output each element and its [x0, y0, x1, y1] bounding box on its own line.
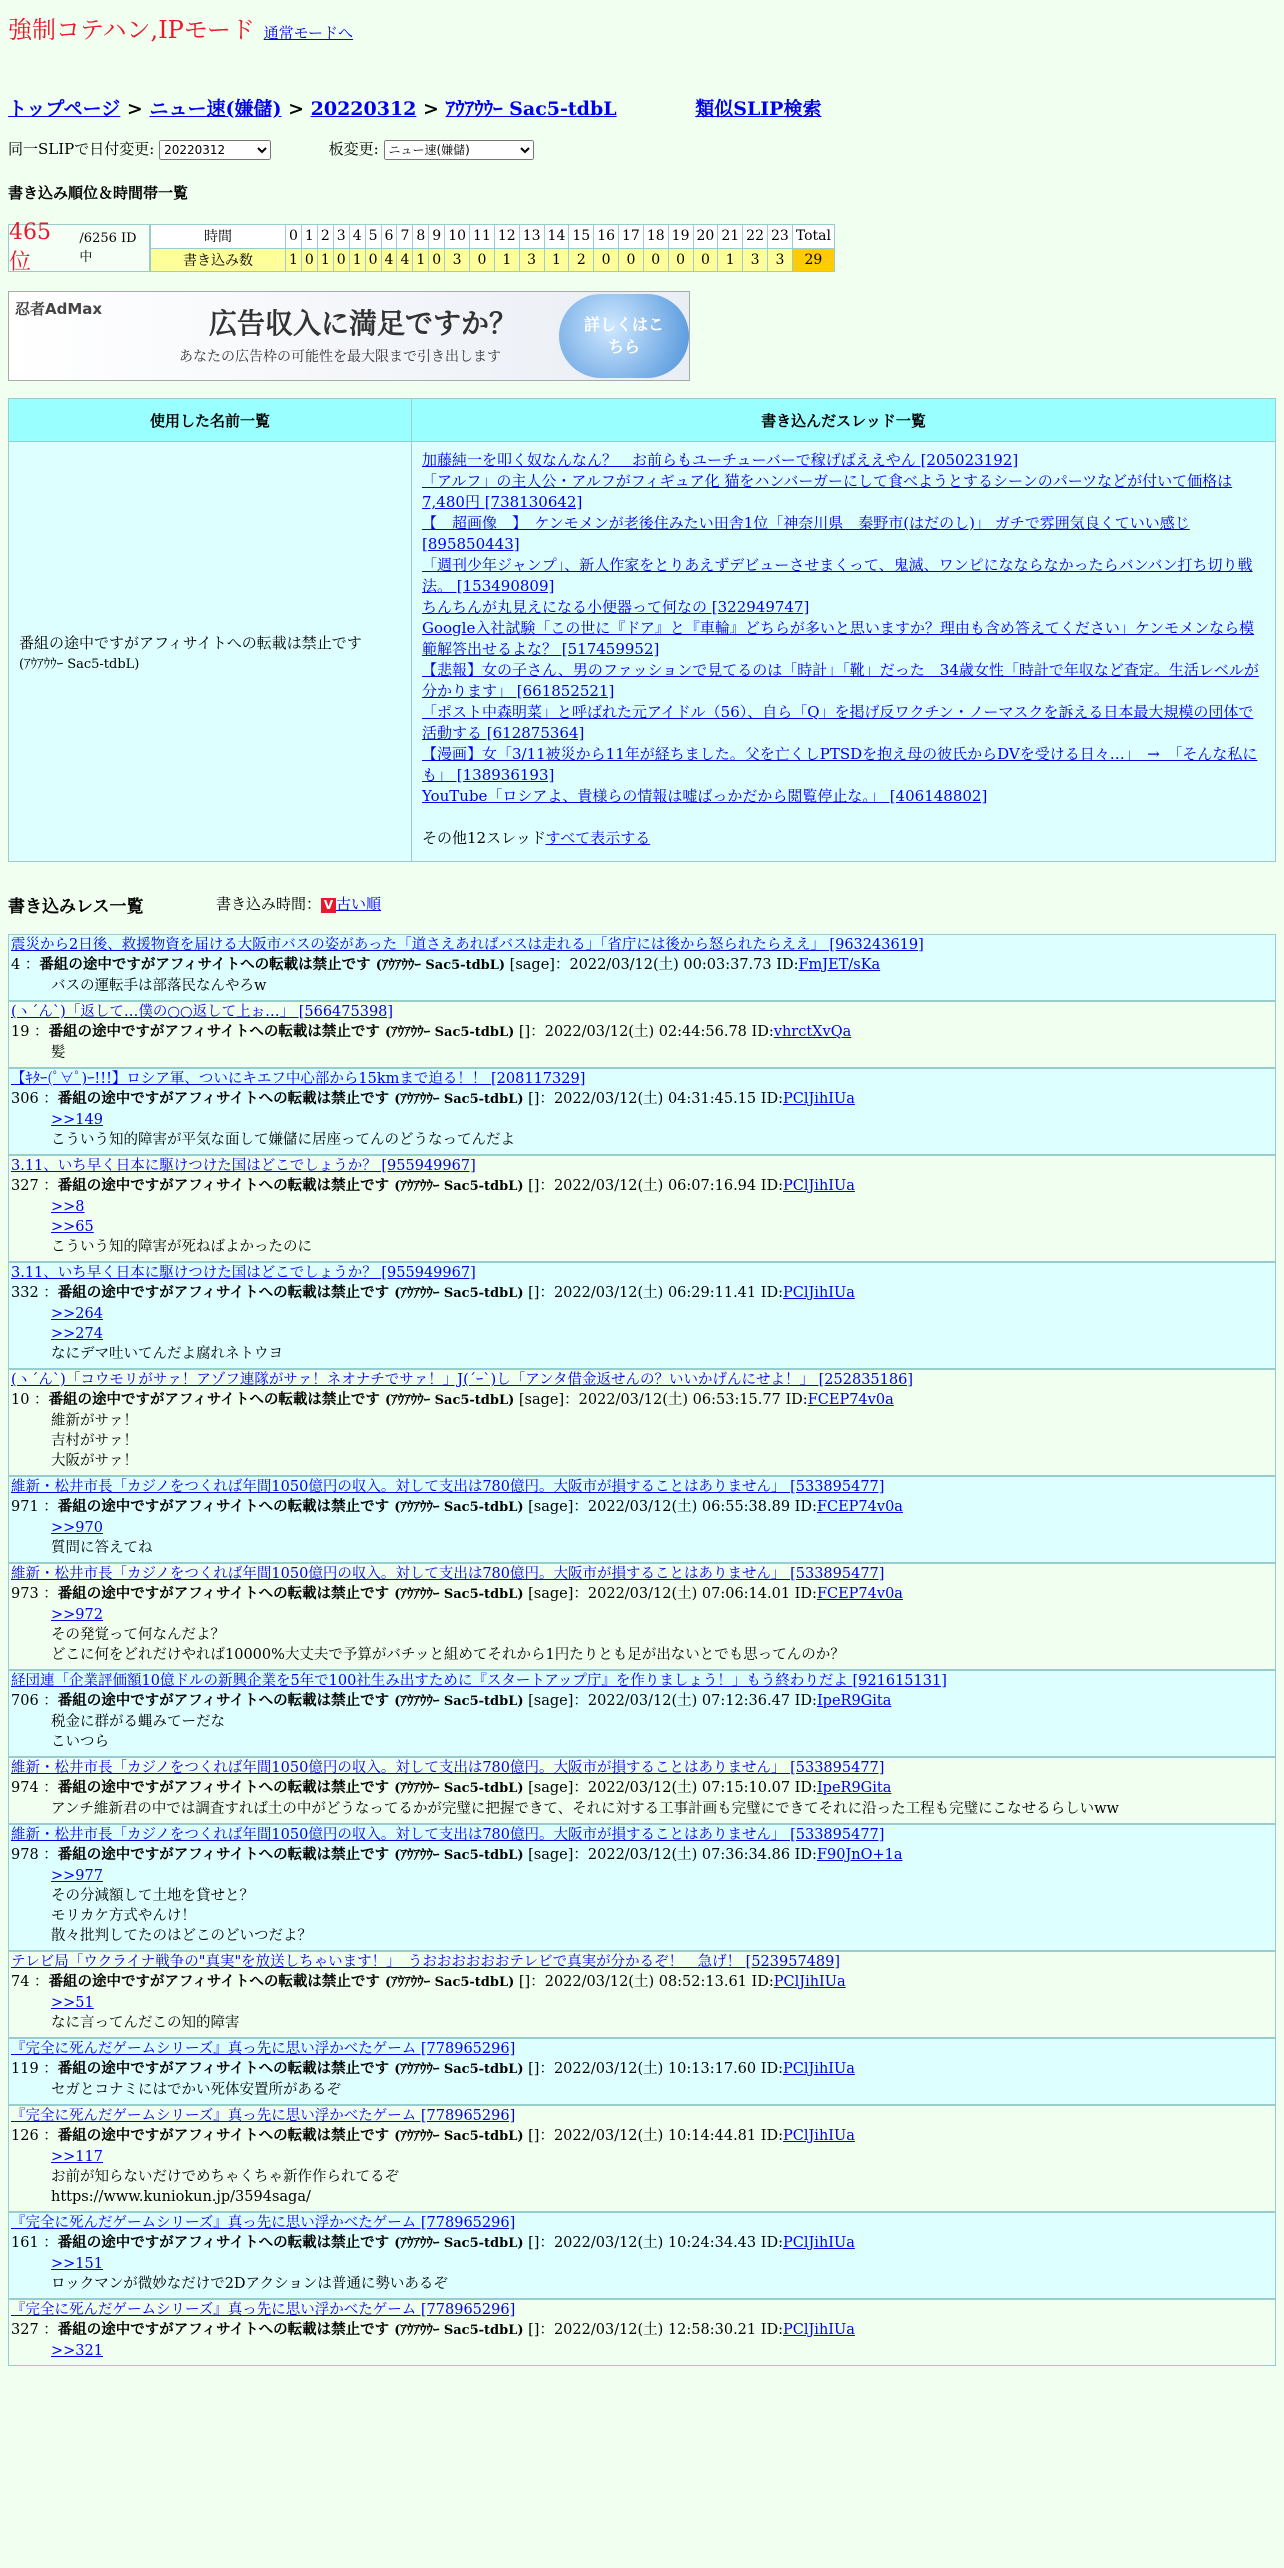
- thread-link[interactable]: 【 超画像 】 ケンモメンが老後住みたい田舎1位「神奈川県 秦野市(はだのし)」 ガチで雰囲気良くていい感じ [895850443]: [422, 514, 1190, 553]
- hour-cell: 16: [594, 225, 619, 249]
- post-text-line: どこに何をどれだけやれば10000%大丈夫で予算がバチッと組めてそれから1円たりとも足が出ないとでも思ってんのか？: [51, 1647, 845, 1663]
- post-thread-link[interactable]: 維新・松井市長「カジノをつくれば年間1050億円の収入。対して支出は780億円。大阪市が損することはありません」 [533895477]: [11, 1827, 885, 1843]
- hour-count-cell: 0: [643, 248, 668, 272]
- hour-cell: 17: [619, 225, 644, 249]
- post-body: [11, 1518, 1275, 1558]
- hour-count-cell: 29: [792, 248, 834, 272]
- post-header: 10 ：番組の途中ですがアフィサイトへの転載は禁止です (ｱｳｱｳｳｰ Sac5-tdbL) [sage]：2022/03/12(土) 06:53:15.77 ID:FCEP74v0a: [11, 1391, 894, 1408]
- hour-cell: Total: [792, 225, 834, 249]
- post-mail: [sage]: [528, 1847, 574, 1863]
- post-header: 974 ：番組の途中ですがアフィサイトへの転載は禁止です (ｱｳｱｳｳｰ Sac5-tdbL) [sage]：2022/03/12(土) 07:15:10.07 ID:IpeR9Gita: [11, 1779, 892, 1796]
- post-mail: []: [528, 1178, 540, 1194]
- post-body: [11, 2341, 1275, 2361]
- post-number: 74: [11, 1974, 30, 1990]
- hour-count-cell: 4: [397, 248, 413, 272]
- post-author: 番組の途中ですがアフィサイトへの転載は禁止です (ｱｳｱｳｳｰ Sac5-tdbL): [39, 956, 506, 973]
- post-header: 74 ：番組の途中ですがアフィサイトへの転載は禁止です (ｱｳｱｳｳｰ Sac5-tdbL) []：2022/03/12(土) 08:52:13.61 ID:PClJihIUa: [11, 1973, 846, 1990]
- time-label: 時間: [151, 225, 286, 249]
- post-text-line: 吉村がサァ！: [51, 1433, 138, 1449]
- post-item: [8, 1155, 1276, 1262]
- post-item: [8, 1670, 1276, 1757]
- hour-cell: 11: [470, 225, 495, 249]
- post-item: [8, 1476, 1276, 1563]
- rank-total: /6256 ID中: [79, 231, 137, 265]
- post-number: 119: [11, 2061, 39, 2077]
- post-body: [11, 1304, 1275, 1364]
- hour-cell: 3: [333, 225, 349, 249]
- post-mail: [sage]: [518, 1392, 565, 1408]
- post-header: 332 ：番組の途中ですがアフィサイトへの転載は禁止です (ｱｳｱｳｳｰ Sac5-tdbL) []：2022/03/12(土) 06:29:11.41 ID:PClJihIUa: [11, 1284, 855, 1301]
- post-author: 番組の途中ですがアフィサイトへの転載は禁止です (ｱｳｱｳｳｰ Sac5-tdbL): [57, 2321, 524, 2338]
- post-thread-link[interactable]: テレビ局「ウクライナ戦争の"真実"を放送しちゃいます！」 うおおおおおおテレビで真実が分かるぞ！ 急げ！ [523957489]: [11, 1954, 841, 1970]
- hour-count-cell: 1: [317, 248, 333, 272]
- post-id-link[interactable]: PClJihIUa: [773, 1974, 846, 1990]
- post-mail: [sage]: [509, 957, 555, 973]
- post-number: 332: [11, 1285, 39, 1301]
- post-text-line: 大阪がサァ！: [51, 1453, 138, 1469]
- hour-count-cell: 3: [519, 248, 544, 272]
- breadcrumb-top[interactable]: トップページ: [8, 98, 121, 120]
- post-author: 番組の途中ですがアフィサイトへの転載は禁止です (ｱｳｱｳｳｰ Sac5-tdbL): [57, 1846, 524, 1863]
- hour-count-cell: 1: [349, 248, 365, 272]
- post-body: [11, 2254, 1275, 2294]
- hour-cell: 10: [445, 225, 470, 249]
- post-header: 161 ：番組の途中ですがアフィサイトへの転載は禁止です (ｱｳｱｳｳｰ Sac5-tdbL) []：2022/03/12(土) 10:24:34.43 ID:PClJihIUa: [11, 2234, 855, 2251]
- thread-link[interactable]: 【悲報】女の子さん、男のファッションで見てるのは「時計」「靴」だった 34歳女性「時計で年収など査定。生活レベルが分かります」 [661852521]: [422, 661, 1259, 700]
- breadcrumb: トップページ > ニュー速(嫌儲) > 20220312 > ｱｳｱｳｳｰ Sac5-tdbL 類似SLIP検索: [8, 98, 822, 120]
- names-column-header: 使用した名前一覧: [9, 399, 412, 442]
- post-author: 番組の途中ですがアフィサイトへの転載は禁止です (ｱｳｱｳｳｰ Sac5-tdbL): [57, 1284, 524, 1301]
- post-id-link[interactable]: PClJihIUa: [783, 2322, 855, 2338]
- used-name: 番組の途中ですがアフィサイトへの転載は禁止です: [19, 633, 362, 652]
- post-thread-link[interactable]: 経団連「企業評価額10億ドルの新興企業を5年で100社生み出すために『スタートアップ庁』を作りましょう！」もう終わりだよ [921615131]: [11, 1673, 947, 1689]
- hour-cell: 22: [743, 225, 768, 249]
- post-item: [8, 2105, 1276, 2212]
- reply-anchor-link[interactable]: >>117: [51, 2149, 103, 2165]
- post-body: [11, 1605, 1275, 1665]
- thread-link[interactable]: 「週刊少年ジャンプ」、新人作家をとりあえずデビューさせまくって、鬼滅、ワンピになならなかったらバンバン打ち切り戦法。 [153490809]: [422, 556, 1253, 595]
- post-id-link[interactable]: PClJihIUa: [783, 1091, 855, 1107]
- thread-link[interactable]: ちんちんが丸見えになる小便器って何なの [322949747]: [422, 598, 810, 616]
- post-number: 126: [11, 2128, 39, 2144]
- post-mail: []: [528, 2061, 540, 2077]
- post-date: 2022/03/12(土) 00:03:37.73: [569, 957, 772, 973]
- post-text-line: なに言ってんだこの知的障害: [51, 2015, 240, 2031]
- post-id-link[interactable]: FCEP74v0a: [816, 1499, 903, 1515]
- post-date: 2022/03/12(土) 10:24:34.43: [553, 2235, 757, 2251]
- reply-anchor-link[interactable]: >>972: [51, 1607, 103, 1623]
- hour-cell: 0: [286, 225, 302, 249]
- post-date: 2022/03/12(土) 04:31:45.15: [553, 1091, 757, 1107]
- post-number: 19: [11, 1024, 30, 1040]
- post-body: [11, 1197, 1275, 1257]
- post-item: [8, 1824, 1276, 1951]
- post-item: [8, 2038, 1276, 2105]
- post-author: 番組の途中ですがアフィサイトへの転載は禁止です (ｱｳｱｳｳｰ Sac5-tdbL): [48, 1973, 515, 1990]
- thread-link[interactable]: 加藤純一を叩く奴なんなん？ お前らもユーチューバーで稼げばええやん [205023192]: [422, 451, 1019, 469]
- post-id-link[interactable]: FCEP74v0a: [816, 1586, 903, 1602]
- post-text-line: 散々批判してたのはどこのどいつだよ？: [51, 1928, 312, 1944]
- reply-anchor-link[interactable]: >>264: [51, 1306, 103, 1322]
- post-text-line: バスの運転手は部落民なんやろw: [51, 978, 267, 994]
- breadcrumb-slip[interactable]: ｱｳｱｳｳｰ Sac5-tdbL: [445, 98, 617, 120]
- post-item: [8, 2212, 1276, 2299]
- post-id-link[interactable]: PClJihIUa: [783, 1178, 855, 1194]
- hour-cell: 5: [365, 225, 381, 249]
- hour-count-cell: 0: [470, 248, 495, 272]
- hour-cell: 14: [544, 225, 569, 249]
- post-text-line: 維新がサァ！: [51, 1413, 138, 1429]
- post-id-link[interactable]: PClJihIUa: [783, 2061, 855, 2077]
- hour-cell: 4: [349, 225, 365, 249]
- hour-count-cell: 1: [494, 248, 519, 272]
- hour-cell: 19: [668, 225, 693, 249]
- post-id-link[interactable]: F90JnO+1a: [816, 1847, 903, 1863]
- order-control: [216, 893, 381, 914]
- post-header: 119 ：番組の途中ですがアフィサイトへの転載は禁止です (ｱｳｱｳｳｰ Sac5-tdbL) []：2022/03/12(土) 10:13:17.60 ID:PClJihIUa: [11, 2060, 855, 2077]
- post-id-link[interactable]: vhrctXvQa: [773, 1024, 852, 1040]
- post-header: 327 ：番組の途中ですがアフィサイトへの転載は禁止です (ｱｳｱｳｳｰ Sac5-tdbL) []：2022/03/12(土) 12:58:30.21 ID:PClJihIUa: [11, 2321, 855, 2338]
- page-header: [8, 10, 353, 45]
- post-date: 2022/03/12(土) 06:53:15.77: [578, 1392, 781, 1408]
- post-author: 番組の途中ですがアフィサイトへの転載は禁止です (ｱｳｱｳｳｰ Sac5-tdbL): [57, 1585, 524, 1602]
- post-number: 327: [11, 1178, 39, 1194]
- reply-anchor-link[interactable]: >>149: [51, 1112, 103, 1128]
- thread-link[interactable]: Google入社試験「この世に『ドア』と『車輪』どちらが多いと思いますか？理由も含め答えてください」ケンモメンなら模範解答出せるよな？ [517459952]: [422, 619, 1255, 658]
- post-item: [8, 934, 1276, 1001]
- post-body: [11, 1866, 1275, 1946]
- hour-cell: 20: [693, 225, 718, 249]
- breadcrumb-date[interactable]: 20220312: [310, 98, 417, 120]
- post-author: 番組の途中ですがアフィサイトへの転載は禁止です (ｱｳｱｳｳｰ Sac5-tdbL): [48, 1391, 515, 1408]
- post-text-line: モリカケ方式やんけ！: [51, 1908, 196, 1924]
- hour-count-cell: 3: [445, 248, 470, 272]
- post-header: 973 ：番組の途中ですがアフィサイトへの転載は禁止です (ｱｳｱｳｳｰ Sac5-tdbL) [sage]：2022/03/12(土) 07:06:14.01 ID:FCEP74v0a: [11, 1585, 903, 1602]
- hour-count-cell: 0: [333, 248, 349, 272]
- more-threads: その他12スレッドすべて表示する: [422, 829, 651, 847]
- post-text-line: 税金に群がる蝿みてーだな: [51, 1714, 225, 1730]
- post-id-link[interactable]: IpeR9Gita: [816, 1780, 892, 1796]
- thread-link[interactable]: 「アルフ」の主人公・アルフがフィギュア化 猫をハンバーガーにして食べようとするシーンのパーツなどが付いて価格は7,480円 [738130642]: [422, 472, 1233, 511]
- post-mail: []: [518, 1974, 531, 1990]
- hour-count-cell: 4: [381, 248, 397, 272]
- post-item: [8, 1369, 1276, 1476]
- thread-link[interactable]: 【漫画】女「3/11被災から11年が経ちました。父を亡くしPTSDを抱え母の彼氏からDVを受ける日々…」 → 「そんな私にも」 [138936193]: [422, 745, 1258, 784]
- post-date: 2022/03/12(土) 06:29:11.41: [553, 1285, 757, 1301]
- post-author: 番組の途中ですがアフィサイトへの転載は禁止です (ｱｳｱｳｳｰ Sac5-tdbL): [57, 1779, 524, 1796]
- hour-count-cell: 0: [301, 248, 317, 272]
- hour-count-cell: 1: [413, 248, 429, 272]
- post-date: 2022/03/12(土) 07:12:36.47: [587, 1693, 791, 1709]
- post-date: 2022/03/12(土) 10:14:44.81: [553, 2128, 757, 2144]
- post-item: [8, 2299, 1276, 2366]
- hour-cell: 7: [397, 225, 413, 249]
- hour-cell: 21: [718, 225, 743, 249]
- reply-anchor-link[interactable]: >>970: [51, 1520, 103, 1536]
- thread-link[interactable]: 「ポスト中森明菜」と呼ばれた元アイドル（56）、自ら「Q」を掲げ反ワクチン・ノーマスクを訴える日本最大規模の団体で活動する [612875364]: [422, 703, 1254, 742]
- threads-column-header: 書き込んだスレッド一覧: [412, 399, 1276, 442]
- post-number: 161: [11, 2235, 39, 2251]
- post-number: 973: [11, 1586, 39, 1602]
- post-header: 4 ：番組の途中ですがアフィサイトへの転載は禁止です (ｱｳｱｳｳｰ Sac5-tdbL) [sage]：2022/03/12(土) 00:03:37.73 ID:FmJET/sKa: [11, 956, 881, 973]
- post-header: 978 ：番組の途中ですがアフィサイトへの転載は禁止です (ｱｳｱｳｳｰ Sac5-tdbL) [sage]：2022/03/12(土) 07:36:34.86 ID:F90JnO+1a: [11, 1846, 903, 1863]
- hour-cell: 13: [519, 225, 544, 249]
- order-label: 書き込み時間：: [216, 895, 322, 913]
- post-body: [11, 976, 1275, 996]
- show-all-threads-link[interactable]: すべて表示する: [545, 829, 651, 847]
- rank-box: [8, 220, 150, 275]
- ad-headline: 広告収入に満足ですか？: [209, 307, 518, 340]
- date-change-label: 同一SLIPで日付変更:: [8, 140, 155, 158]
- board-select[interactable]: [384, 140, 534, 160]
- hour-count-cell: 3: [767, 248, 792, 272]
- hour-count-cell: 0: [429, 248, 445, 272]
- breadcrumb-board[interactable]: ニュー速(嫌儲): [149, 98, 282, 120]
- rank-section: [8, 220, 835, 275]
- post-header: 327 ：番組の途中ですがアフィサイトへの転載は禁止です (ｱｳｱｳｳｰ Sac5-tdbL) []：2022/03/12(土) 06:07:16.94 ID:PClJihIUa: [11, 1177, 855, 1194]
- post-number: 978: [11, 1847, 39, 1863]
- hour-cell: 9: [429, 225, 445, 249]
- post-number: 306: [11, 1091, 39, 1107]
- post-id-link[interactable]: FmJET/sKa: [798, 957, 881, 973]
- post-author: 番組の途中ですがアフィサイトへの転載は禁止です (ｱｳｱｳｳｰ Sac5-tdbL): [48, 1023, 515, 1040]
- selector-row: [8, 138, 534, 160]
- post-author: 番組の途中ですがアフィサイトへの転載は禁止です (ｱｳｱｳｳｰ Sac5-tdbL): [57, 2127, 524, 2144]
- hour-count-cell: 0: [619, 248, 644, 272]
- post-list: [8, 934, 1276, 2366]
- post-thread-link[interactable]: (ヽ´ん`)「返して…僕の○○返して上ぉ…」 [566475398]: [11, 1004, 394, 1020]
- post-body: [11, 2080, 1275, 2100]
- post-text-line: セガとコナミにはでかい死体安置所があるぞ: [51, 2082, 341, 2098]
- board-change-label: 板変更:: [328, 140, 379, 158]
- ad-banner[interactable]: [8, 291, 690, 381]
- post-date: 2022/03/12(土) 02:44:56.78: [544, 1024, 747, 1040]
- post-author: 番組の途中ですがアフィサイトへの転載は禁止です (ｱｳｱｳｳｰ Sac5-tdbL): [57, 1090, 524, 1107]
- post-date: 2022/03/12(土) 12:58:30.21: [553, 2322, 757, 2338]
- post-text-line: その発覚って何なんだよ？: [51, 1627, 225, 1643]
- post-number: 974: [11, 1780, 39, 1796]
- post-date: 2022/03/12(土) 07:06:14.01: [587, 1586, 791, 1602]
- post-header: 19 ：番組の途中ですがアフィサイトへの転載は禁止です (ｱｳｱｳｳｰ Sac5-tdbL) []：2022/03/12(土) 02:44:56.78 ID:vhrctXvQa: [11, 1023, 852, 1040]
- date-select[interactable]: [159, 140, 271, 160]
- post-text-line: アンチ維新君の中では調査すれば土の中がどうなってるかが完璧に把握できて、それに対する工事計画も完璧にできてそれに沿った工程も完璧にこなせるらしいww: [51, 1801, 1119, 1817]
- posts-heading: 書き込みレス一覧: [8, 897, 144, 917]
- post-item: [8, 1262, 1276, 1369]
- post-text-line: https://www.kuniokun.jp/3594saga/: [51, 2189, 311, 2205]
- post-thread-link[interactable]: 『完全に死んだゲームシリーズ』真っ先に思い浮かべたゲーム [778965296]: [11, 2215, 516, 2231]
- post-mail: [sage]: [528, 1693, 574, 1709]
- post-mail: []: [528, 2322, 540, 2338]
- oldest-first-link[interactable]: 古い順: [336, 895, 382, 913]
- post-number: 10: [11, 1392, 30, 1408]
- thread-link[interactable]: YouTube「ロシアよ、貴様らの情報は嘘ばっかだから閲覧停止な。」 [406148802]: [422, 787, 988, 805]
- post-id-link[interactable]: PClJihIUa: [783, 2128, 855, 2144]
- thread-list-cell: [412, 442, 1276, 862]
- count-label: 書き込み数: [151, 248, 286, 272]
- post-mail: []: [528, 1285, 540, 1301]
- post-body: [11, 1411, 1275, 1471]
- post-text-line: こいつら: [51, 1734, 109, 1750]
- used-name-trip: (ｱｳｱｳｳｰ Sac5-tdbL): [19, 656, 140, 672]
- post-thread-link[interactable]: 維新・松井市長「カジノをつくれば年間1050億円の収入。対して支出は780億円。大阪市が損することはありません」 [533895477]: [11, 1760, 885, 1776]
- post-text-line: 質問に答えてね: [51, 1540, 153, 1556]
- post-id-link[interactable]: IpeR9Gita: [816, 1693, 892, 1709]
- reply-anchor-link[interactable]: >>321: [51, 2343, 103, 2359]
- hour-cell: 15: [569, 225, 594, 249]
- post-text-line: なにデマ吐いてんだよ腐れネトウヨ: [51, 1346, 283, 1362]
- post-header: 971 ：番組の途中ですがアフィサイトへの転載は禁止です (ｱｳｱｳｳｰ Sac5-tdbL) [sage]：2022/03/12(土) 06:55:38.89 ID:FCEP74v0a: [11, 1498, 903, 1515]
- post-body: [11, 2147, 1275, 2207]
- post-header: 126 ：番組の途中ですがアフィサイトへの転載は禁止です (ｱｳｱｳｳｰ Sac5-tdbL) []：2022/03/12(土) 10:14:44.81 ID:PClJihIUa: [11, 2127, 855, 2144]
- post-text-line: こういう知的障害が平気な面して嫌儲に居座ってんのどうなってんだよ: [51, 1132, 515, 1148]
- post-mail: [sage]: [528, 1499, 574, 1515]
- hour-count-cell: 0: [693, 248, 718, 272]
- post-thread-link[interactable]: 維新・松井市長「カジノをつくれば年間1050億円の収入。対して支出は780億円。大阪市が損することはありません」 [533895477]: [11, 1566, 885, 1582]
- reply-anchor-link[interactable]: >>65: [51, 1219, 94, 1235]
- page-title: 強制コテハン,IPモード: [8, 16, 255, 44]
- reply-anchor-link[interactable]: >>274: [51, 1326, 103, 1342]
- hour-count-cell: 3: [743, 248, 768, 272]
- hour-count-cell: 0: [668, 248, 693, 272]
- hour-cell: 18: [643, 225, 668, 249]
- post-mail: []: [528, 2235, 540, 2251]
- hour-count-cell: 1: [718, 248, 743, 272]
- hour-cell: 23: [767, 225, 792, 249]
- post-body: [11, 1110, 1275, 1150]
- post-author: 番組の途中ですがアフィサイトへの転載は禁止です (ｱｳｱｳｳｰ Sac5-tdbL): [57, 1177, 524, 1194]
- post-thread-link[interactable]: 3.11、いち早く日本に駆けつけた国はどこでしょうか？ [955949967]: [11, 1158, 476, 1174]
- post-number: 706: [11, 1693, 39, 1709]
- thread-list: [422, 450, 1265, 807]
- post-item: [8, 1951, 1276, 2038]
- hour-count-cell: 1: [286, 248, 302, 272]
- post-text-line: 髪: [51, 1045, 66, 1061]
- post-body: [11, 1799, 1275, 1819]
- post-thread-link[interactable]: 震災から2日後、救援物資を届ける大阪市バスの姿があった「道さえあればバスは走れる」「省庁には後から怒られたらええ」 [963243619]: [11, 937, 924, 953]
- post-thread-link[interactable]: 『完全に死んだゲームシリーズ』真っ先に思い浮かべたゲーム [778965296]: [11, 2108, 516, 2124]
- post-mail: []: [518, 1024, 531, 1040]
- names-threads-table: [8, 398, 1276, 862]
- post-date: 2022/03/12(土) 06:55:38.89: [587, 1499, 791, 1515]
- rank-heading: 書き込み順位＆時間帯一覧: [8, 184, 189, 202]
- post-thread-link[interactable]: 維新・松井市長「カジノをつくれば年間1050億円の収入。対して支出は780億円。大阪市が損することはありません」 [533895477]: [11, 1479, 885, 1495]
- similar-slip-search-link[interactable]: 類似SLIP検索: [695, 98, 822, 120]
- post-date: 2022/03/12(土) 10:13:17.60: [553, 2061, 757, 2077]
- post-item: [8, 1068, 1276, 1155]
- post-date: 2022/03/12(土) 07:15:10.07: [587, 1780, 791, 1796]
- post-id-link[interactable]: FCEP74v0a: [807, 1392, 894, 1408]
- hour-cell: 1: [301, 225, 317, 249]
- reply-anchor-link[interactable]: >>8: [51, 1199, 85, 1215]
- post-header: 706 ：番組の途中ですがアフィサイトへの転載は禁止です (ｱｳｱｳｳｰ Sac5-tdbL) [sage]：2022/03/12(土) 07:12:36.47 ID:IpeR9Gita: [11, 1692, 892, 1709]
- post-mail: [sage]: [528, 1586, 574, 1602]
- post-body: [11, 1712, 1275, 1752]
- post-item: [8, 1001, 1276, 1068]
- post-thread-link[interactable]: 『完全に死んだゲームシリーズ』真っ先に思い浮かべたゲーム [778965296]: [11, 2041, 516, 2057]
- post-number: 971: [11, 1499, 39, 1515]
- post-date: 2022/03/12(土) 06:07:16.94: [553, 1178, 757, 1194]
- ad-subtext: あなたの広告枠の可能性を最大限まで引き出します: [179, 349, 501, 365]
- post-header: 306 ：番組の途中ですがアフィサイトへの転載は禁止です (ｱｳｱｳｳｰ Sac5-tdbL) []：2022/03/12(土) 04:31:45.15 ID:PClJihIUa: [11, 1090, 855, 1107]
- post-mail: []: [528, 1091, 540, 1107]
- hour-count-cell: 1: [544, 248, 569, 272]
- reply-anchor-link[interactable]: >>977: [51, 1868, 103, 1884]
- ad-details-button[interactable]: 詳しくはこちら: [559, 294, 689, 378]
- post-author: 番組の途中ですがアフィサイトへの転載は禁止です (ｱｳｱｳｳｰ Sac5-tdbL): [57, 2234, 524, 2251]
- rank-value: 465 位: [9, 220, 51, 275]
- post-author: 番組の途中ですがアフィサイトへの転載は禁止です (ｱｳｱｳｳｰ Sac5-tdbL): [57, 2060, 524, 2077]
- post-text-line: ロックマンが微妙なだけで2Dアクションは普通に勢いあるぞ: [51, 2276, 448, 2292]
- post-date: 2022/03/12(土) 07:36:34.86: [587, 1847, 791, 1863]
- hour-count-cell: 2: [569, 248, 594, 272]
- post-item: [8, 1563, 1276, 1670]
- hour-count-cell: 0: [365, 248, 381, 272]
- post-id-link[interactable]: PClJihIUa: [783, 2235, 855, 2251]
- hour-cell: 2: [317, 225, 333, 249]
- post-thread-link[interactable]: 『完全に死んだゲームシリーズ』真っ先に思い浮かべたゲーム [778965296]: [11, 2302, 516, 2318]
- post-body: [11, 1043, 1275, 1063]
- post-text-line: こういう知的障害が死ねばよかったのに: [51, 1239, 312, 1255]
- post-date: 2022/03/12(土) 08:52:13.61: [544, 1974, 747, 1990]
- normal-mode-link[interactable]: 通常モードへ: [263, 24, 354, 42]
- post-thread-link[interactable]: (ヽ´ん`)「コウモリがサァ！アゾフ連隊がサァ！ネオナチでサァ！」J(´ｰ`)し「アンタ借金返せんの？いいかげんにせよ！」 [252835186]: [11, 1372, 913, 1388]
- post-number: 4: [11, 957, 21, 973]
- post-author: 番組の途中ですがアフィサイトへの転載は禁止です (ｱｳｱｳｳｰ Sac5-tdbL): [57, 1692, 524, 1709]
- post-author: 番組の途中ですがアフィサイトへの転載は禁止です (ｱｳｱｳｳｰ Sac5-tdbL): [57, 1498, 524, 1515]
- hour-cell: 12: [494, 225, 519, 249]
- ad-logo: 忍者AdMax: [15, 300, 103, 318]
- post-thread-link[interactable]: 【ｷﾀｰ(ﾟ∀ﾟ)ｰ!!!】ロシア軍、ついにキエフ中心部から15kmまで迫る！！ [208117329]: [11, 1071, 586, 1087]
- post-mail: []: [528, 2128, 540, 2144]
- post-text-line: その分減額して土地を貸せと？: [51, 1888, 254, 1904]
- post-id-link[interactable]: PClJihIUa: [783, 1285, 855, 1301]
- post-thread-link[interactable]: 3.11、いち早く日本に駆けつけた国はどこでしょうか？ [955949967]: [11, 1265, 476, 1281]
- hourly-table: [150, 224, 835, 272]
- reply-anchor-link[interactable]: >>151: [51, 2256, 103, 2272]
- sort-order-icon[interactable]: V: [321, 898, 336, 913]
- hour-cell: 8: [413, 225, 429, 249]
- post-item: [8, 1757, 1276, 1824]
- post-mail: [sage]: [528, 1780, 574, 1796]
- hour-cell: 6: [381, 225, 397, 249]
- hour-count-cell: 0: [594, 248, 619, 272]
- reply-anchor-link[interactable]: >>51: [51, 1995, 94, 2011]
- post-text-line: お前が知らないだけでめちゃくちゃ新作作られてるぞ: [51, 2169, 399, 2185]
- used-name-cell: [9, 442, 412, 862]
- post-number: 327: [11, 2322, 39, 2338]
- post-body: [11, 1993, 1275, 2033]
